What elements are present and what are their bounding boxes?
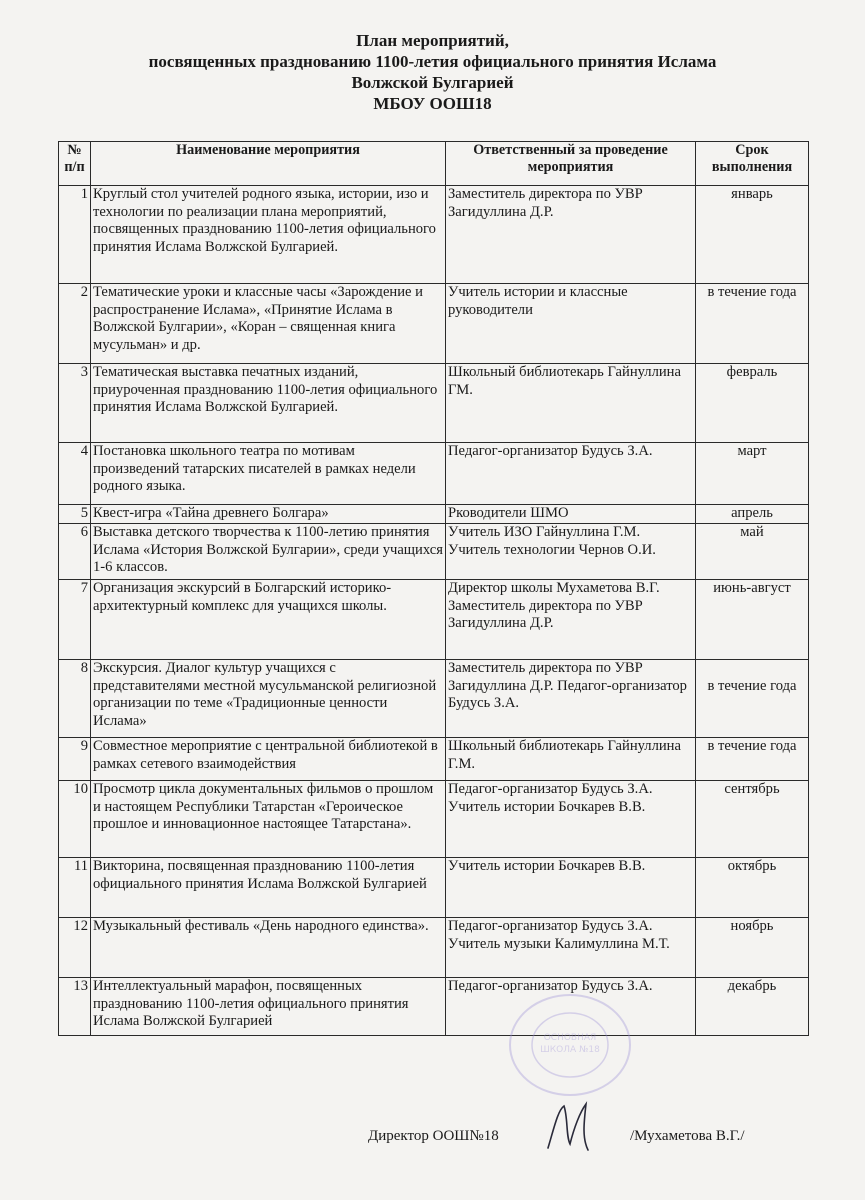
row-responsible: Педагог-организатор Будусь З.А. <box>446 443 696 505</box>
row-name: Квест-игра «Тайна древнего Болгара» <box>91 505 446 524</box>
row-term: февраль <box>696 364 809 443</box>
row-num: 5 <box>59 505 91 524</box>
row-num: 1 <box>59 186 91 284</box>
row-name: Тематические уроки и классные часы «Зарождение и распространение Ислама», «Принятие Ислама в Волжской Булгарии», «Коран – священная книга мусульман» и др. <box>91 284 446 364</box>
table-header-row <box>59 142 809 186</box>
table-row <box>59 738 809 781</box>
row-term: сентябрь <box>696 781 809 858</box>
row-responsible: Учитель ИЗО Гайнуллина Г.М. Учитель технологии Чернов О.И. <box>446 524 696 580</box>
table-row <box>59 524 809 580</box>
row-responsible: Школьный библиотекарь Гайнуллина Г.М. <box>446 738 696 781</box>
row-name: Организация экскурсий в Болгарский историко-архитектурный комплекс для учащихся школы. <box>91 580 446 660</box>
row-name: Экскурсия. Диалог культур учащихся с представителями местной мусульманской религиозной организации по теме «Традиционные ценности Ислама» <box>91 660 446 738</box>
row-responsible: Учитель истории и классные руководители <box>446 284 696 364</box>
stamp-text: ШКОЛА №18 <box>540 1045 600 1055</box>
stamp-text: ОСНОВНАЯ <box>543 1033 597 1043</box>
director-role: Директор ООШ№18 <box>368 1128 499 1144</box>
row-name: Интеллектуальный марафон, посвященных празднованию 1100-летия официального принятия Ислама Волжской Булгарией <box>91 978 446 1036</box>
row-name: Просмотр цикла документальных фильмов о прошлом и настоящем Республики Татарстан «Героическое прошлое и инновационное настоящее Татарстана». <box>91 781 446 858</box>
table-row <box>59 781 809 858</box>
header-num: № п/п <box>59 142 91 186</box>
table-row <box>59 364 809 443</box>
footer <box>0 1128 865 1158</box>
document-title <box>0 30 865 114</box>
row-term: декабрь <box>696 978 809 1036</box>
row-num: 12 <box>59 918 91 978</box>
row-term: ноябрь <box>696 918 809 978</box>
row-responsible: Педагог-организатор Будусь З.А. <box>446 978 696 1036</box>
row-term: в течение года <box>696 284 809 364</box>
row-responsible: Заместитель директора по УВР Загидуллина Д.Р. Педагог-организатор Будусь З.А. <box>446 660 696 738</box>
school-stamp <box>505 990 635 1100</box>
table-row <box>59 660 809 738</box>
row-term: январь <box>696 186 809 284</box>
row-name: Постановка школьного театра по мотивам произведений татарских писателей в рамках недели родного языка. <box>91 443 446 505</box>
title-line: посвященных празднованию 1100-летия официального принятия Ислама <box>148 52 717 71</box>
table-row <box>59 284 809 364</box>
row-responsible: Рководители ШМО <box>446 505 696 524</box>
row-name: Викторина, посвященная празднованию 1100-летия официального принятия Ислама Волжской Булгарией <box>91 858 446 918</box>
row-num: 4 <box>59 443 91 505</box>
row-responsible: Заместитель директора по УВР Загидуллина Д.Р. <box>446 186 696 284</box>
row-num: 9 <box>59 738 91 781</box>
row-name: Совместное мероприятие с центральной библиотекой в рамках сетевого взаимодействия <box>91 738 446 781</box>
table-row <box>59 918 809 978</box>
header-term: Срок выполнения <box>696 142 809 186</box>
row-term: март <box>696 443 809 505</box>
row-term: в течение года <box>696 738 809 781</box>
table-row <box>59 978 809 1036</box>
row-responsible: Директор школы Мухаметова В.Г. Заместитель директора по УВР Загидуллина Д.Р. <box>446 580 696 660</box>
row-responsible: Учитель истории Бочкарев В.В. <box>446 858 696 918</box>
director-name: /Мухаметова В.Г./ <box>630 1128 745 1144</box>
row-num: 13 <box>59 978 91 1036</box>
events-table <box>58 141 809 1036</box>
row-term: в течение года <box>696 660 809 738</box>
table-row <box>59 580 809 660</box>
header-responsible: Ответственный за проведение мероприятия <box>446 142 696 186</box>
table-row <box>59 858 809 918</box>
row-num: 7 <box>59 580 91 660</box>
row-term: июнь-август <box>696 580 809 660</box>
row-num: 10 <box>59 781 91 858</box>
title-line: План мероприятий, <box>356 31 509 50</box>
row-num: 3 <box>59 364 91 443</box>
title-line: МБОУ ООШ18 <box>373 94 492 113</box>
row-name: Выставка детского творчества к 1100-летию принятия Ислама «История Волжской Булгарии», среди учащихся 1-6 классов. <box>91 524 446 580</box>
row-responsible: Педагог-организатор Будусь З.А. Учитель музыки Калимуллина М.Т. <box>446 918 696 978</box>
row-name: Музыкальный фестиваль «День народного единства». <box>91 918 446 978</box>
row-term: апрель <box>696 505 809 524</box>
row-responsible: Педагог-организатор Будусь З.А. Учитель истории Бочкарев В.В. <box>446 781 696 858</box>
row-term: май <box>696 524 809 580</box>
row-num: 8 <box>59 660 91 738</box>
table-row <box>59 505 809 524</box>
table-row <box>59 186 809 284</box>
row-term: октябрь <box>696 858 809 918</box>
row-name: Круглый стол учителей родного языка, истории, изо и технологии по реализации плана мероприятий, посвященных празднованию 1100-летия официального принятия Ислама Волжской Булгарией. <box>91 186 446 284</box>
table-row <box>59 443 809 505</box>
header-name: Наименование мероприятия <box>91 142 446 186</box>
row-responsible: Школьный библиотекарь Гайнуллина ГМ. <box>446 364 696 443</box>
row-name: Тематическая выставка печатных изданий, приуроченная празднованию 1100-летия официального принятия Ислама Волжской Булгарией. <box>91 364 446 443</box>
row-num: 6 <box>59 524 91 580</box>
title-line: Волжской Булгарией <box>351 73 514 92</box>
row-num: 2 <box>59 284 91 364</box>
row-num: 11 <box>59 858 91 918</box>
